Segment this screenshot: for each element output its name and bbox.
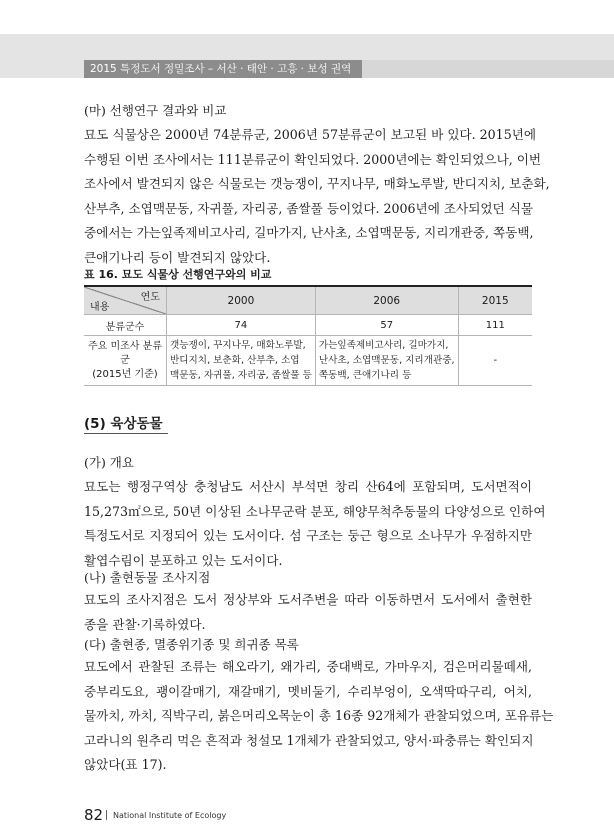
cell-line: 갯능쟁이, 꾸지나무, 매화노루발, <box>170 340 306 351</box>
text-line: 묘도에서 관찰된 조류는 해오라기, 왜가리, 중대백로, 가마우지, 검은머리물떼새, <box>84 659 532 674</box>
text-line: 물까치, 까치, 직박구리, 붉은머리오목눈이 총 16종 92개체가 관찰되었으며, 포유류는 <box>84 708 554 724</box>
table-row <box>84 336 532 386</box>
text-line: 않았다(표 17). <box>84 757 167 773</box>
row-label-line: 주요 미조사 분류군 <box>88 340 162 366</box>
row-label-line: (2015년 기준) <box>92 368 158 380</box>
missing-2006 <box>315 336 458 386</box>
text-line: 고라니의 원추리 먹은 흔적과 청설모 1개체가 관찰되었고, 양서·파충류는 확인되지 <box>84 732 534 748</box>
cell-line: 가는잎족제비고사리, 길마가지, <box>318 340 449 351</box>
count-2015: 111 <box>458 315 532 336</box>
text-line: 묘도의 조사지점은 도서 정상부와 도서주변을 따라 이동하면서 도서에서 출현한 <box>84 592 532 607</box>
prior-study-paragraph <box>84 123 550 271</box>
survey-site-subheading: (나) 출현동물 조사지점 <box>84 570 211 585</box>
text-line: 종을 관찰·기록하였다. <box>84 616 206 632</box>
species-subheading: (다) 출현종, 멸종위기종 및 희귀종 목록 <box>84 637 299 652</box>
text-line: 묘도는 행정구역상 충청남도 서산시 부석면 창리 산64에 포함되며, 도서면적이 <box>84 479 532 494</box>
missing-2015: - <box>458 336 532 386</box>
count-2000: 74 <box>167 315 316 336</box>
table-caption: 표 16. 묘도 식물상 선행연구와의 비교 <box>84 268 272 281</box>
corner-label-content: 내용 <box>90 302 110 313</box>
cell-line: 반디지치, 보춘화, 산부추, 소엽 <box>170 355 300 366</box>
survey-site-paragraph <box>84 588 532 637</box>
header-right-band <box>362 60 614 78</box>
species-paragraph <box>84 655 554 778</box>
section-heading-rule <box>84 433 168 434</box>
corner-label-year: 연도 <box>140 292 160 303</box>
overview-paragraph <box>84 475 546 573</box>
table-corner-cell <box>84 286 167 315</box>
row-label-missing <box>84 336 167 386</box>
text-line: 수행된 이번 조사에서는 111분류군이 확인되었다. 2000년에는 확인되었으나, 이번 <box>84 151 542 167</box>
row-label-count: 분류군수 <box>84 315 167 336</box>
footer-separator <box>106 810 107 820</box>
text-line: 15,273㎡으로, 50년 이상된 소나무군락 분포, 해양무척추동물의 다양성으로 인하여 <box>84 503 546 519</box>
text-line: 중에서는 가는잎족제비고사리, 길마가지, 난사초, 소엽맥문동, 지리개관중, 쪽동백, <box>84 225 534 241</box>
missing-2000 <box>167 336 316 386</box>
text-line: 활엽수림이 분포하고 있는 도서이다. <box>84 552 283 568</box>
prior-study-subheading: (마) 선행연구 결과와 비교 <box>84 103 227 118</box>
text-line: 묘도 식물상은 2000년 74분류군, 2006년 57분류군이 보고된 바 있다. 2015년에 <box>84 127 537 142</box>
cell-line: 쪽동백, 큰애기나리 등 <box>318 370 412 381</box>
comparison-table <box>84 285 532 386</box>
overview-subheading: (가) 개요 <box>84 455 134 470</box>
column-header-2015: 2015 <box>458 286 532 315</box>
column-header-2000: 2000 <box>167 286 316 315</box>
column-header-2006: 2006 <box>315 286 458 315</box>
table-row <box>84 315 532 336</box>
footer-organization: National Institute of Ecology <box>113 811 227 820</box>
cell-line: 맥문동, 자귀풀, 자리공, 좀쌀풀 등 <box>170 370 312 381</box>
text-line: 산부추, 소엽맥문동, 자귀풀, 자리공, 좀쌀풀 등이었다. 2006년에 조사되었던 식물 <box>84 200 534 216</box>
count-2006: 57 <box>315 315 458 336</box>
text-line: 큰애기나리 등이 발견되지 않았다. <box>84 249 271 265</box>
cell-line: 난사초, 소엽맥문동, 지리개관중, <box>318 355 455 366</box>
text-line: 중부리도요, 괭이갈매기, 재갈매기, 멧비둘기, 수리부엉이, 오색딱따구리, 어치, <box>84 683 532 699</box>
running-header-title: 2015 특정도서 정밀조사 – 서산 · 태안 · 고흥 · 보성 권역 <box>84 60 362 78</box>
page-number: 82 <box>84 806 104 824</box>
text-line: 조사에서 발견되지 않은 식물로는 갯능쟁이, 꾸지나무, 매화노루발, 반디지치, 보춘화, <box>84 176 550 192</box>
section-heading: (5) 육상동물 <box>84 416 163 432</box>
text-line: 특정도서로 지정되어 있는 도서이다. 섬 구조는 둥근 형으로 소나무가 우점하지만 <box>84 528 532 544</box>
